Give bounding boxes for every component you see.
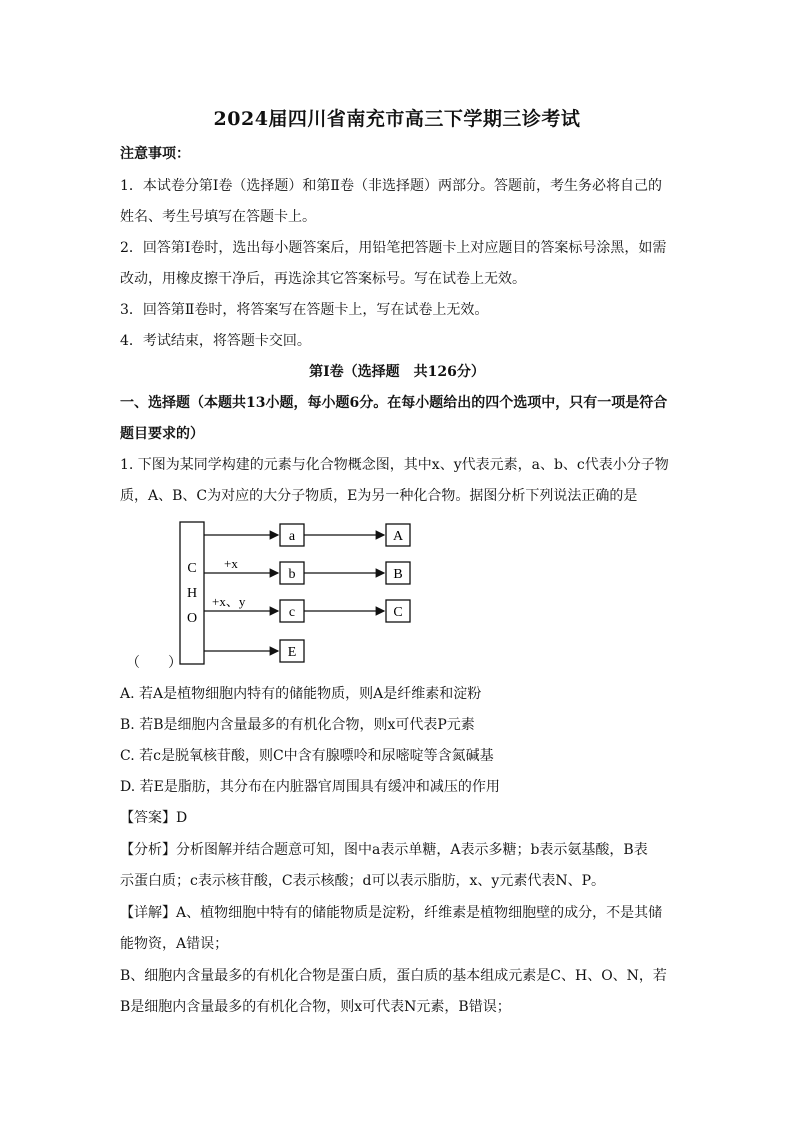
detail-line: 【详解】A、植物细胞中特有的储能物质是淀粉，纤维素是植物细胞壁的成分，不是其储 bbox=[120, 905, 663, 921]
analysis-line: 示蛋白质；c表示核苷酸，C表示核酸；d可以表示脂肪，x、y元素代表N、P。 bbox=[120, 873, 605, 889]
option-a: A. 若A是植物细胞内特有的储能物质，则A是纤维素和淀粉 bbox=[120, 686, 482, 702]
notice-line: 3．回答第Ⅱ卷时，将答案写在答题卡上，写在试卷上无效。 bbox=[120, 302, 489, 318]
element-label: O bbox=[186, 611, 198, 626]
section-title: 第Ⅰ卷（选择题 共126分） bbox=[309, 364, 485, 380]
arrow-label: +x、y bbox=[212, 594, 246, 609]
option-d: D. 若E是脂肪，其分布在内脏器官周围具有缓冲和减压的作用 bbox=[120, 779, 500, 795]
node-label: C bbox=[393, 605, 403, 620]
answer-line: 【答案】D bbox=[120, 810, 188, 826]
element-label: H bbox=[186, 586, 198, 601]
option-b: B. 若B是细胞内含量最多的有机化合物，则x可代表P元素 bbox=[120, 717, 475, 733]
question-stem: 质，A、B、C为对应的大分子物质，E为另一种化合物。据图分析下列说法正确的是 bbox=[120, 488, 638, 504]
node-label: A bbox=[392, 529, 404, 544]
notice-heading: 注意事项： bbox=[120, 146, 190, 162]
page-title: 2024届四川省南充市高三下学期三诊考试 bbox=[213, 108, 581, 130]
part-heading: 题目要求的） bbox=[120, 426, 204, 442]
notice-line: 改动，用橡皮擦干净后，再选涂其它答案标号。写在试卷上无效。 bbox=[120, 271, 526, 287]
notice-line: 2．回答第Ⅰ卷时，选出每小题答案后，用铅笔把答题卡上对应题目的答案标号涂黑，如需 bbox=[120, 240, 667, 256]
node-label: c bbox=[288, 605, 296, 620]
answer-blank: （ ） bbox=[126, 655, 182, 671]
node-label: E bbox=[287, 645, 297, 660]
analysis-line: 【分析】分析图解并结合题意可知，图中a表示单糖，A表示多糖；b表示氨基酸，B表 bbox=[120, 842, 648, 858]
detail-line: 能物资，A错误； bbox=[120, 936, 229, 952]
option-c: C. 若c是脱氧核苷酸，则C中含有腺嘌呤和尿嘧啶等含氮碱基 bbox=[120, 748, 494, 764]
notice-line: 4．考试结束，将答题卡交回。 bbox=[120, 333, 311, 349]
question-stem: 1. 下图为某同学构建的元素与化合物概念图，其中x、y代表元素，a、b、c代表小分子物 bbox=[120, 457, 669, 473]
notice-line: 姓名、考生号填写在答题卡上。 bbox=[120, 209, 316, 225]
notice-line: 1．本试卷分第Ⅰ卷（选择题）和第Ⅱ卷（非选择题）两部分。答题前，考生务必将自己的 bbox=[120, 178, 662, 194]
detail-line: B、细胞内含量最多的有机化合物是蛋白质，蛋白质的基本组成元素是C、H、O、N，若 bbox=[120, 968, 667, 984]
part-heading: 一、选择题（本题共13小题，每小题6分。在每小题给出的四个选项中，只有一项是符合 bbox=[120, 395, 668, 411]
detail-line: B是细胞内含量最多的有机化合物，则x可代表N元素，B错误； bbox=[120, 999, 511, 1015]
arrow-label: +x bbox=[224, 556, 238, 571]
node-label: b bbox=[288, 567, 296, 582]
node-label: B bbox=[393, 567, 403, 582]
element-label: C bbox=[187, 561, 197, 576]
node-label: a bbox=[288, 529, 296, 544]
